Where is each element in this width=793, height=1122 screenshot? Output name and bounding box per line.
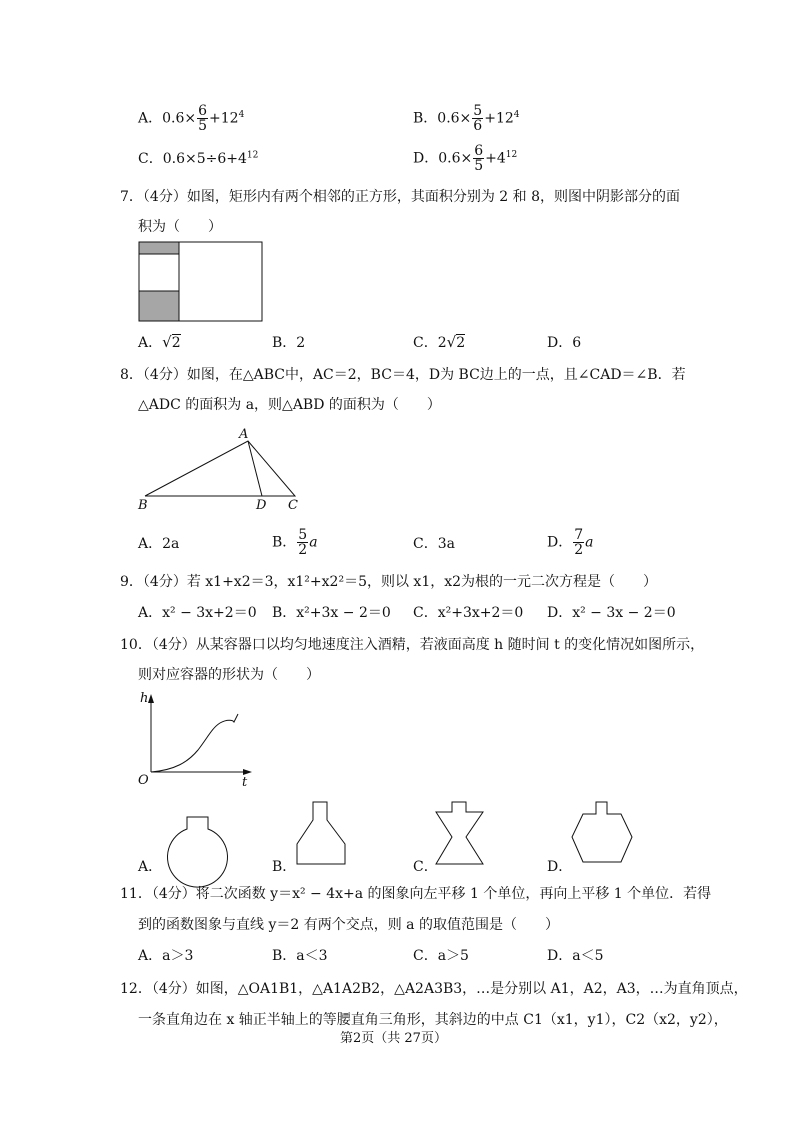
q8-option-b: B． $\frac{5}{2}$ a bbox=[272, 527, 318, 558]
q8-option-a: A．2a bbox=[138, 536, 180, 552]
q7-stem-line1: 7．（4分）如图，矩形内有两个相邻的正方形，其面积分别为 2 和 8，则图中阴影部分的面 bbox=[120, 189, 680, 205]
q10-container-c bbox=[436, 802, 483, 864]
q11-stem-line2: 到的函数图象与直线 y＝2 有两个交点，则 a 的取值范围是（ ） bbox=[138, 917, 559, 933]
q10-option-b: B． bbox=[272, 859, 297, 875]
q6-option-b: B．0.6× $\frac{5}{6}$ $+12^4$ bbox=[413, 103, 520, 134]
q9-option-b: B．x²+3x − 2＝0 bbox=[272, 605, 391, 621]
q9-option-c: C．x²+3x+2＝0 bbox=[413, 605, 524, 621]
q8-option-d: D． $\frac{7}{2}$ a bbox=[547, 527, 594, 558]
q11-option-d: D．a＜5 bbox=[547, 948, 604, 964]
q8-label-c: C bbox=[288, 498, 298, 513]
q9-stem: 9．（4分）若 x1+x2＝3，x1²+x2²＝5，则以 x1，x2为根的一元二次方程是（ ） bbox=[120, 574, 658, 590]
q11-option-b: B．a＜3 bbox=[272, 948, 328, 964]
q6-option-d: D．0.6× $\frac{6}{5}$ $+4^{12}$ bbox=[413, 143, 518, 174]
q12-stem-line2: 一条直角边在 x 轴正半轴上的等腰直角三角形，其斜边的中点 C1（x1，y1），C2（x2，y2）， bbox=[138, 1012, 728, 1028]
q10-label-t: t bbox=[242, 775, 248, 790]
q10-option-c: C． bbox=[413, 859, 438, 875]
q8-label-b: B bbox=[138, 498, 148, 513]
q10-container-a bbox=[168, 817, 228, 887]
q8-stem-line1: 8．（4分）如图，在△ABC中，AC＝2，BC＝4，D为 BC边上的一点，且∠CAD＝∠B．若 bbox=[120, 367, 686, 383]
q9-option-d: D．x² − 3x − 2＝0 bbox=[547, 605, 676, 621]
q8-stem-line2: △ADC 的面积为 a，则△ABD 的面积为（ ） bbox=[138, 397, 441, 413]
q7-option-b: B．2 bbox=[272, 335, 306, 351]
q10-stem-line1: 10．（4分）从某容器口以均匀地速度注入酒精，若液面高度 h 随时间 t 的变化情况如图所示， bbox=[120, 637, 705, 653]
q10-container-b bbox=[297, 802, 345, 864]
page-footer: 第2页（共 27页） bbox=[340, 1031, 447, 1046]
q10-option-d: D． bbox=[547, 859, 573, 875]
q7-option-c: C．2√2 bbox=[413, 333, 466, 351]
q6-option-c: C．$0.6\times 5\div 6+4^{12}$ bbox=[138, 150, 259, 167]
q10-label-o: O bbox=[138, 773, 149, 788]
q10-option-a: A． bbox=[138, 859, 163, 875]
q7-stem-line2: 积为（ ） bbox=[138, 219, 222, 235]
q9-option-a: A．x² − 3x+2＝0 bbox=[138, 605, 257, 621]
q8-label-a: A bbox=[239, 427, 249, 442]
q11-option-c: C．a＞5 bbox=[413, 948, 469, 964]
q7-option-d: D．6 bbox=[547, 335, 582, 351]
q10-container-d bbox=[572, 802, 632, 862]
q7-option-a: A．√2 bbox=[138, 333, 181, 351]
q11-stem-line1: 11．（4分）将二次函数 y＝x² − 4x+a 的图象向左平移 1 个单位，再向上平移 1 个单位．若得 bbox=[120, 886, 712, 902]
q8-label-d: D bbox=[256, 498, 267, 513]
q12-stem-line1: 12．（4分）如图，△OA1B1，△A1A2B2，△A2A3B3，…是分别以 A1，A2，A3，…为直角顶点， bbox=[120, 981, 748, 997]
q11-option-a: A．a＞3 bbox=[138, 948, 194, 964]
q8-option-c: C．3a bbox=[413, 536, 455, 552]
q6-option-a: A．0.6× $\frac{6}{5}$ $+12^4$ bbox=[138, 103, 245, 134]
q10-label-h: h bbox=[140, 691, 149, 706]
q10-stem-line2: 则对应容器的形状为（ ） bbox=[138, 667, 320, 683]
